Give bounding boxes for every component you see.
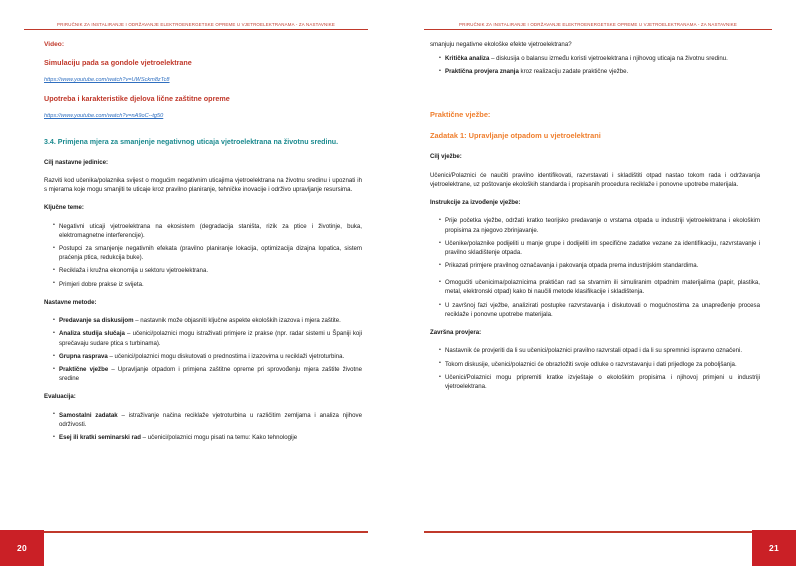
video-title-2: Upotreba i karakteristike djelova lične zaštitne opreme [44,94,230,103]
list-item: • Učenike/polaznike podijeliti u manje grupe i dodijeliti im specifične zadatke vezane za identifikaciju, razvrstavanje i pravilno skladištenje otpada. [439,239,760,257]
list-item [53,433,362,442]
list-item-lead: Praktična provjera znanja [445,68,519,76]
list-item: • Učenici/Polaznici mogu pripremiti kratke izvještaje o ekološkim propisima i njihovoj primjeni u industriji vjetroelektrana. [439,373,760,391]
list-item: • Postupci za smanjenje negativnih efekata (pravilno planiranje lokacija, optimizacija dizajna lopatica, sistem praćenja ptica, redukcija buke). [53,244,362,262]
list-item-text: – istraživanje načina reciklaže vjetroturbina u različitim zemljama i analiza njihove održivosti. [59,411,362,428]
video-label: Video: [44,41,65,48]
page-left-content [44,40,362,520]
list-item: • Prije početka vježbe, održati kratko teorijsko predavanje o vrstama otpada u industriji vjetroelektrana i ekološkim propisima za njegovo zbrinjavanje. [439,216,760,234]
footer-rule [424,531,752,533]
exercise-goal-paragraph: Učenici/Polaznici će naučiti pravilno identifikovati, razvrstavati i skladištiti otpad nastao tokom rada i održavanja vjetroelektrane, uz poštovanje ekoloških standarda i propisanih procedura reciklaže i ponovne upotrebe materijala. [430,171,760,188]
goal-paragraph: Razviti kod učenika/polaznika svijest o mogućim negativnim uticajima vjetroelektrana na životnu sredinu i upoznati ih s mjerama koje mogu smanjiti te uticaje kroz pravilno planiranje, tehničke inovacije i održivo upravljanje resursima. [44,177,362,194]
list-item-lead: Praktične vježbe [59,366,109,374]
methods-heading: Nastavne metode: [44,298,97,306]
page-right-footer [400,526,796,566]
exercises-heading: Praktične vježbe: [430,110,491,120]
instructions-list [430,216,760,318]
running-header-right [424,22,772,34]
running-header-rule [424,29,772,30]
goal-heading: Cilj nastavne jedinice: [44,158,109,166]
instructions-heading: Instrukcije za izvođenje vježbe: [430,199,521,207]
final-check-list [430,346,760,391]
list-item-text: – diskusija o balansu između koristi vjetroelektrana i njihovog uticaja na životnu sredinu. [489,55,728,63]
final-check-heading: Završna provjera: [430,328,482,336]
video-link-1[interactable]: https://www.youtube.com/watch?v=UWSckm8zTc8 [44,77,170,83]
list-item-lead: Grupna rasprava [59,352,108,360]
key-topics-list [44,222,362,289]
video-title-1: Simulaciju pada sa gondole vjetroelektrane [44,58,192,67]
list-item [53,411,362,429]
list-item: • Primjeri dobre prakse iz svijeta. [53,280,362,289]
page-left [0,0,396,566]
list-item-text: – učenici/polaznici mogu diskutovati o prednostima i izazovima u reciklaži vjetroturbina. [107,352,345,360]
list-item: • Tokom diskusije, učenici/polaznici će obrazložiti svoje odluke o razvrstavanju i dati prijedloge za poboljšanja. [439,360,760,369]
list-item: • Negativni uticaji vjetroelektrana na ekosistem (degradacija staništa, rizik za ptice i životinje, buka, elektromagnetne interferencije). [53,222,362,240]
list-item-lead: Esej ili kratki seminarski rad [59,434,141,442]
task-1-heading: Zadatak 1: Upravljanje otpadom u vjetroelektrani [430,131,601,141]
page-left-footer [0,526,392,566]
running-header-text: PRIRUČNIK ZA INSTALIRANJE I ODRŽAVANJE ELEKTROENERGETSKE OPREME U VJETROELEKTRANAMA - ZA NASTAVNIKE [459,22,737,27]
list-item-text: – nastavnik može objasniti ključne aspekte ekoloških izazova i mjera zaštite. [133,317,341,325]
list-item [439,54,760,63]
list-item [53,316,362,325]
continued-paragraph: smanjuju negativne ekološke efekte vjetroelektrana? [430,41,572,48]
list-item [53,329,362,347]
exercise-goal-heading: Cilj vježbe: [430,153,462,161]
list-item [53,365,362,383]
list-item-lead: Kritička analiza [445,55,490,63]
list-item: • Reciklaža i kružna ekonomija u sektoru vjetroelektrana. [53,266,362,275]
list-item-lead: Samostalni zadatak [59,411,118,419]
page-right-content [430,40,760,520]
list-item-text: – učenici/polaznici mogu pisati na temu: Kako tehnologije [140,434,298,442]
list-item-text: – učenici/polaznici mogu istraživati primjere iz prakse (npr. radar sistemi u Španiji koji sprečavaju sudare ptica s turbinama). [59,330,362,347]
list-item [53,352,362,361]
page-number-left: 20 [0,530,44,566]
footer-rule [44,531,368,533]
section-heading-3-4: 3.4. Primjena mjera za smanjenje negativnog uticaja vjetroelektrana na životnu sredinu. [44,138,339,146]
continued-bullets-list [430,54,760,76]
list-item-text: kroz realizaciju zadate praktične vježbe. [518,68,629,76]
list-item: • Nastavnik će provjeriti da li su učenici/polaznici pravilno razvrstali otpad i da li su spremnici ispravno označeni. [439,346,760,355]
list-item: • Omogućiti učenicima/polaznicima praktičan rad sa stvarnim ili simuliranim otpadnim materijalima (papir, plastika, metal, elektronski otpad) kako bi naučili metode klasifikacije i skladištenja. [439,278,760,296]
list-item-text: – Upravljanje otpadom i primjena zaštitne opreme pri sprovođenju mjera zaštite životne sredine [59,366,363,383]
running-header-rule [24,29,368,30]
page-number-right: 21 [752,530,796,566]
list-item: • Prikazati primjere pravilnog označavanja i pakovanja otpada prema industrijskim standardima. [439,261,760,270]
list-item: • U završnoj fazi vježbe, analizirati postupke razvrstavanja i diskutovati o mogućnostima za unapređenje procesa reciklaže i ponovne upotrebe materijala. [439,301,760,319]
list-item-lead: Analiza studija slučaja [59,330,125,338]
video-link-2[interactable]: https://www.youtube.com/watch?v=nA9oC--tg50 [44,113,164,119]
running-header-text: PRIRUČNIK ZA INSTALIRANJE I ODRŽAVANJE ELEKTROENERGETSKE OPREME U VJETROELEKTRANAMA - ZA NASTAVNIKE [57,22,335,27]
page-right [400,0,796,566]
list-item [439,67,760,76]
running-header-left [24,22,368,34]
methods-list [44,316,362,383]
evaluation-list [44,411,362,442]
list-item-lead: Predavanje sa diskusijom [59,317,134,325]
evaluation-heading: Evaluacija: [44,393,76,401]
key-topics-heading: Ključne teme: [44,204,84,212]
